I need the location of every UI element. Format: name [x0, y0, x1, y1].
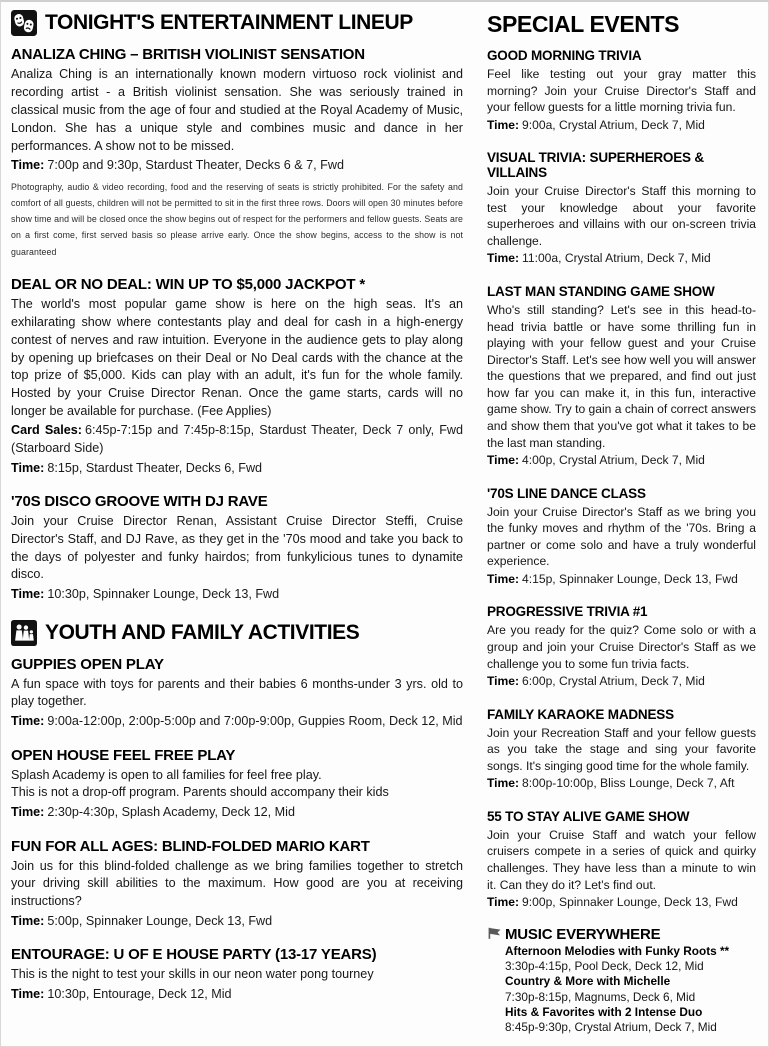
- event-description: The world's most popular game show is here on the high seas. It's an exhilarating show where contestants play and deal for cash in a high-energy contest of nerves and raw intuition. Everyone in the audience gets to play along by opening up briefcases on their Deal or No Deal cards with the chance at the top prize of $5,000. Kids can play with an adult, it's fun for the whole family. Hosted by your Cruise Director Renan. Once the game starts, cards will no longer be available for purchase. (Fee Applies): [11, 296, 463, 419]
- event-description: Feel like testing out your gray matter this morning? Join your Cruise Director's Staff and your fellow guests for a little morning trivia fun.: [487, 67, 756, 115]
- time-label: Time:: [487, 251, 520, 266]
- event-fine-print: Photography, audio & video recording, food and the reserving of seats is strictly prohibited. For the safety and comfort of all guests, children will not be permitted to sit in the first three rows. Doors will open 30 minutes before show time and will be closed once the show begins out of respect for the performers and fellow guests. Seats are on a first come, first served basis so please arrive early. Once the show begins, access to the show is not guaranteed: [11, 181, 463, 257]
- event-time-line: [11, 803, 463, 821]
- event-time-line: [11, 912, 463, 930]
- event-title: '70S DISCO GROOVE WITH DJ RAVE: [11, 492, 268, 510]
- time-value: 7:00p and 9:30p, Stardust Theater, Decks 6 & 7, Fwd: [47, 158, 344, 173]
- left-column: [11, 8, 463, 1036]
- time-label: Time:: [11, 460, 45, 475]
- time-label: Time:: [487, 453, 520, 468]
- time-label: Time:: [11, 587, 45, 602]
- event-title: FAMILY KARAOKE MADNESS: [487, 706, 674, 722]
- entertainment-section-header: [11, 10, 463, 36]
- event-time-line: [11, 712, 463, 730]
- event-time-line: [487, 250, 756, 268]
- music-everywhere-title: MUSIC EVERYWHERE: [505, 925, 661, 943]
- event-description: Join your Recreation Staff and your fellow guests as you take the stage and sing your favorite songs. It's singing good time for the whole family.: [487, 725, 756, 773]
- time-value: 4:15p, Spinnaker Lounge, Deck 13, Fwd: [522, 571, 738, 586]
- event-title: '70S LINE DANCE CLASS: [487, 485, 646, 501]
- event-description: This is the night to test your skills in our neon water pong tourney: [11, 967, 374, 982]
- special-events-section-header: [487, 11, 756, 38]
- time-label: Time:: [487, 674, 520, 689]
- time-value: 4:00p, Crystal Atrium, Deck 7, Mid: [522, 453, 705, 468]
- event-title: OPEN HOUSE FEEL FREE PLAY: [11, 746, 236, 764]
- event-description: A fun space with toys for parents and their babies 6 months-under 3 yrs. old to play together.: [11, 676, 463, 709]
- music-entry-name: Country & More with Michelle: [505, 974, 671, 989]
- event-analiza-ching: [11, 46, 463, 260]
- event-title: 55 TO STAY ALIVE GAME SHOW: [487, 808, 690, 824]
- time-label: Time:: [487, 571, 520, 586]
- event-title: PROGRESSIVE TRIVIA #1: [487, 604, 648, 620]
- time-value: 2:30p-4:30p, Splash Academy, Deck 12, Mid: [47, 805, 295, 820]
- event-description: Join your Cruise Staff and watch your fellow cruisers compete in a series of quick and quirky challenges. They have less than a minute to win it. Can they do it? Let's find out.: [487, 827, 756, 892]
- time-label: Time:: [11, 805, 45, 820]
- event-description: Splash Academy is open to all families for feel free play.: [11, 767, 322, 782]
- event-open-house-feel-free-play: [11, 747, 463, 822]
- right-column: [487, 8, 756, 1036]
- time-value: 8:00p-10:00p, Bliss Lounge, Deck 7, Aft: [522, 776, 735, 791]
- music-entry-schedule: 8:45p-9:30p, Crystal Atrium, Deck 7, Mid: [505, 1020, 717, 1035]
- time-value: 10:30p, Spinnaker Lounge, Deck 13, Fwd: [47, 587, 280, 602]
- time-value: 10:30p, Entourage, Deck 12, Mid: [47, 987, 232, 1002]
- entertainment-section-title: TONIGHT'S ENTERTAINMENT LINEUP: [45, 11, 413, 34]
- event-family-karaoke-madness: [487, 707, 756, 793]
- event-time-line: [487, 571, 756, 589]
- time-label: Time:: [487, 117, 520, 132]
- event-title: ANALIZA CHING – BRITISH VIOLINIST SENSATION: [11, 46, 365, 63]
- music-entry: [505, 1005, 729, 1036]
- music-entry-name: Afternoon Melodies with Funky Roots **: [505, 943, 730, 958]
- flag-icon: [487, 927, 502, 947]
- event-title: DEAL OR NO DEAL: WIN UP TO $5,000 JACKPOT *: [11, 275, 365, 293]
- time-label: Time:: [11, 714, 45, 729]
- event-disco-groove: [11, 493, 463, 604]
- event-time-line: [11, 585, 463, 603]
- time-value: 11:00a, Crystal Atrium, Deck 7, Mid: [522, 251, 711, 266]
- music-entry-schedule: 7:30p-8:15p, Magnums, Deck 6, Mid: [505, 989, 696, 1004]
- event-time-line: [11, 156, 463, 174]
- event-description: Analiza Ching is an internationally known modern virtuoso rock violinist and recording artist - a British violinist sensation. She was seriously trained in classical music from the age of four and studied at the Royal Academy of Music, London. She has a unique style and combines music and dance in her performances. A show not to be missed.: [11, 67, 463, 153]
- event-description: Join your Cruise Director Renan, Assistant Cruise Director Steffi, Cruise Director's Staff, and DJ Rave, as they get in the '70s mood and take you back to the days of polyester and funky hairdos; from funkylicious tunes to dynamite disco.: [11, 513, 463, 582]
- event-time-line: [487, 673, 756, 691]
- theater-masks-icon: [11, 10, 37, 36]
- event-time-line: [487, 775, 756, 793]
- time-value: 9:00p, Spinnaker Lounge, Deck 13, Fwd: [522, 895, 738, 910]
- event-guppies-open-play: [11, 656, 463, 731]
- event-description: Join your Cruise Director's Staff this morning to test your knowledge about your favorite superheroes and villains with our on-screen trivia challenge.: [487, 184, 756, 248]
- event-description: Are you ready for the quiz? Come solo or with a group and join your Cruise Director's Staff as we challenge you to some fun trivia facts.: [487, 623, 756, 671]
- youth-section-title: YOUTH AND FAMILY ACTIVITIES: [45, 620, 360, 644]
- event-title: GOOD MORNING TRIVIA: [487, 48, 642, 63]
- time-label: Time:: [11, 914, 45, 929]
- event-title: LAST MAN STANDING GAME SHOW: [487, 284, 715, 299]
- event-title: FUN FOR ALL AGES: BLIND-FOLDED MARIO KART: [11, 837, 370, 855]
- music-entry: [505, 974, 729, 1005]
- event-time-line: [487, 452, 756, 470]
- event-blind-folded-mario-kart: [11, 838, 463, 931]
- time-value: 8:15p, Stardust Theater, Decks 6, Fwd: [47, 460, 263, 475]
- card-sales-value: 6:45p-7:15p and 7:45p-8:15p, Stardust Theater, Deck 7 only, Fwd (Starboard Side): [11, 423, 464, 456]
- time-label: Time:: [11, 987, 45, 1002]
- event-description: Who's still standing? Let's see in this head-to-head trivia battle or have some thrilling fun in playing with your fellow guest and your Cruise Director's Staff. Let's see how well you will answer the questions that we prepared, and find out just how far you can make it, in this fun, interactive game show. Try to gain a chain of correct answers and show them that you've got what it takes to be the last man standing.: [487, 303, 756, 450]
- event-70s-line-dance-class: [487, 486, 756, 589]
- event-visual-trivia: [487, 150, 756, 268]
- family-icon: [11, 620, 37, 646]
- event-good-morning-trivia: [487, 48, 756, 134]
- music-entry: [505, 944, 729, 975]
- special-events-section-title: SPECIAL EVENTS: [487, 11, 680, 37]
- event-progressive-trivia-1: [487, 604, 756, 690]
- time-value: 9:00a-12:00p, 2:00p-5:00p and 7:00p-9:00p, Guppies Room, Deck 12, Mid: [47, 714, 463, 729]
- time-value: 9:00a, Crystal Atrium, Deck 7, Mid: [522, 117, 705, 132]
- time-value: 6:00p, Crystal Atrium, Deck 7, Mid: [522, 674, 705, 689]
- card-sales-line: [11, 421, 463, 458]
- time-value: 5:00p, Spinnaker Lounge, Deck 13, Fwd: [47, 914, 273, 929]
- youth-section-header: [11, 620, 463, 646]
- event-entourage-house-party: [11, 946, 463, 1003]
- event-title: VISUAL TRIVIA: SUPERHEROES & VILLAINS: [487, 150, 704, 181]
- time-label: Time:: [487, 776, 520, 791]
- music-everywhere-section: [487, 926, 756, 1036]
- event-time-line: [11, 985, 463, 1003]
- event-description: Join your Cruise Director's Staff as we bring you the funky moves and rhythm of the '70s. Bring a partner or come solo and have a truly wonderful experience.: [487, 504, 756, 569]
- event-last-man-standing: [487, 284, 756, 470]
- event-time-line: [11, 459, 463, 477]
- event-deal-or-no-deal: [11, 276, 463, 477]
- event-55-to-stay-alive: [487, 809, 756, 912]
- music-entry-schedule: 3:30p-4:15p, Pool Deck, Deck 12, Mid: [505, 958, 704, 973]
- event-description-line2: This is not a drop-off program. Parents should accompany their kids: [11, 785, 389, 800]
- time-label: Time:: [11, 158, 45, 173]
- time-label: Time:: [487, 895, 520, 910]
- event-title: GUPPIES OPEN PLAY: [11, 655, 164, 673]
- music-entry-name: Hits & Favorites with 2 Intense Duo: [505, 1004, 703, 1019]
- event-time-line: [487, 117, 756, 135]
- card-sales-label: Card Sales:: [11, 423, 82, 438]
- event-title: ENTOURAGE: U OF E HOUSE PARTY (13-17 YEARS): [11, 946, 377, 964]
- event-description: Join us for this blind-folded challenge as we bring families together to stretch your driving skill abilities to the maximum. How good are you at receiving instructions?: [11, 858, 463, 909]
- music-everywhere-content: [505, 926, 729, 1036]
